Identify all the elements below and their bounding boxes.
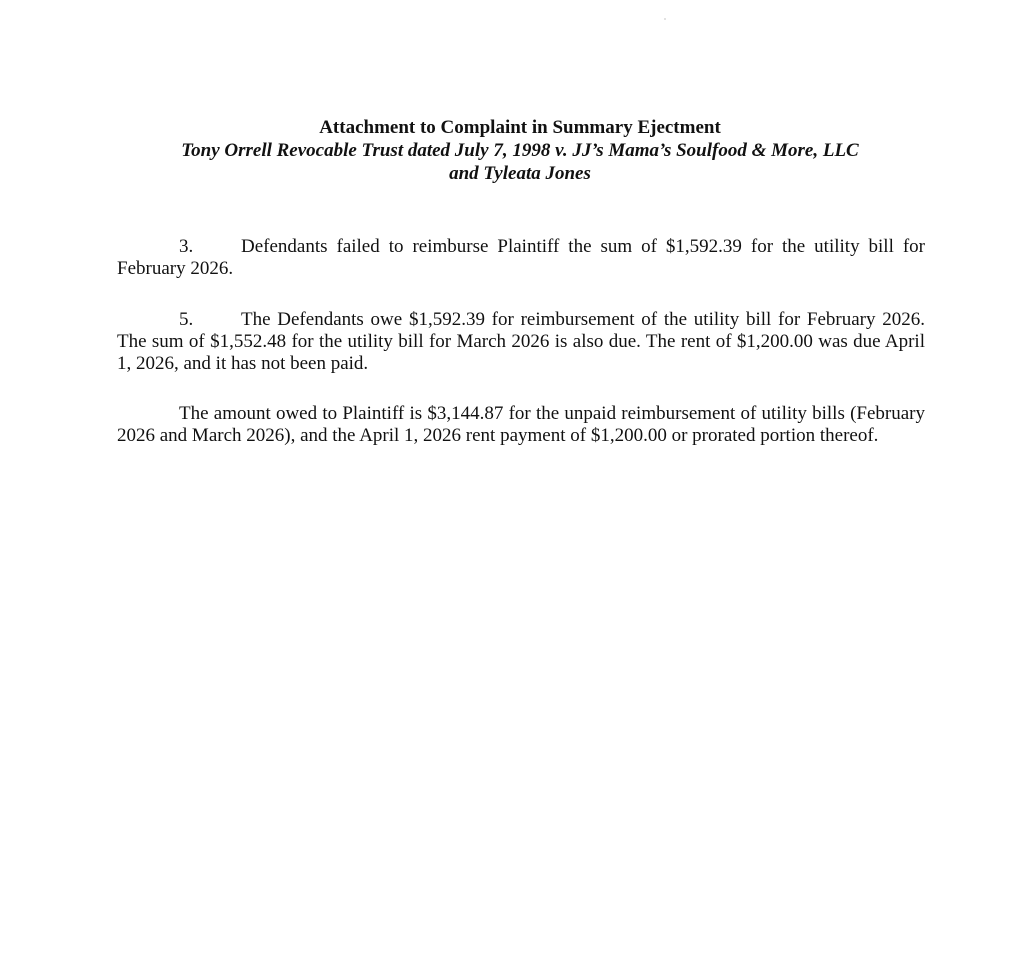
paragraph-text: The amount owed to Plaintiff is $3,144.87 for the unpaid reimbursement of utility bills (February 2026 and March 2026), and the April 1, 2026 rent payment of $1,200.00 or prorated portion thereof. [117,403,925,446]
paragraph-3 [117,236,925,280]
paragraph-5 [117,309,925,375]
case-caption-line-1: Tony Orrell Revocable Trust dated July 7, 1998 v. JJ’s Mama’s Soulfood & More, LLC [181,140,859,161]
document-heading [100,116,940,185]
amount-owed-paragraph [117,403,925,447]
document-title: Attachment to Complaint in Summary Ejectment [319,117,721,138]
paragraph-number: 5. [179,309,194,330]
scan-speck [664,18,666,20]
paragraph-text: The Defendants owe $1,592.39 for reimbursement of the utility bill for February 2026. The sum of $1,552.48 for the utility bill for March 2026 is also due. The rent of $1,200.00 was due April 1, 2026, and it has not been paid. [117,309,925,374]
paragraph-number: 3. [179,236,194,257]
case-caption-line-2: and Tyleata Jones [449,163,591,184]
paragraph-text: Defendants failed to reimburse Plaintiff the sum of $1,592.39 for the utility bill for February 2026. [117,236,925,279]
